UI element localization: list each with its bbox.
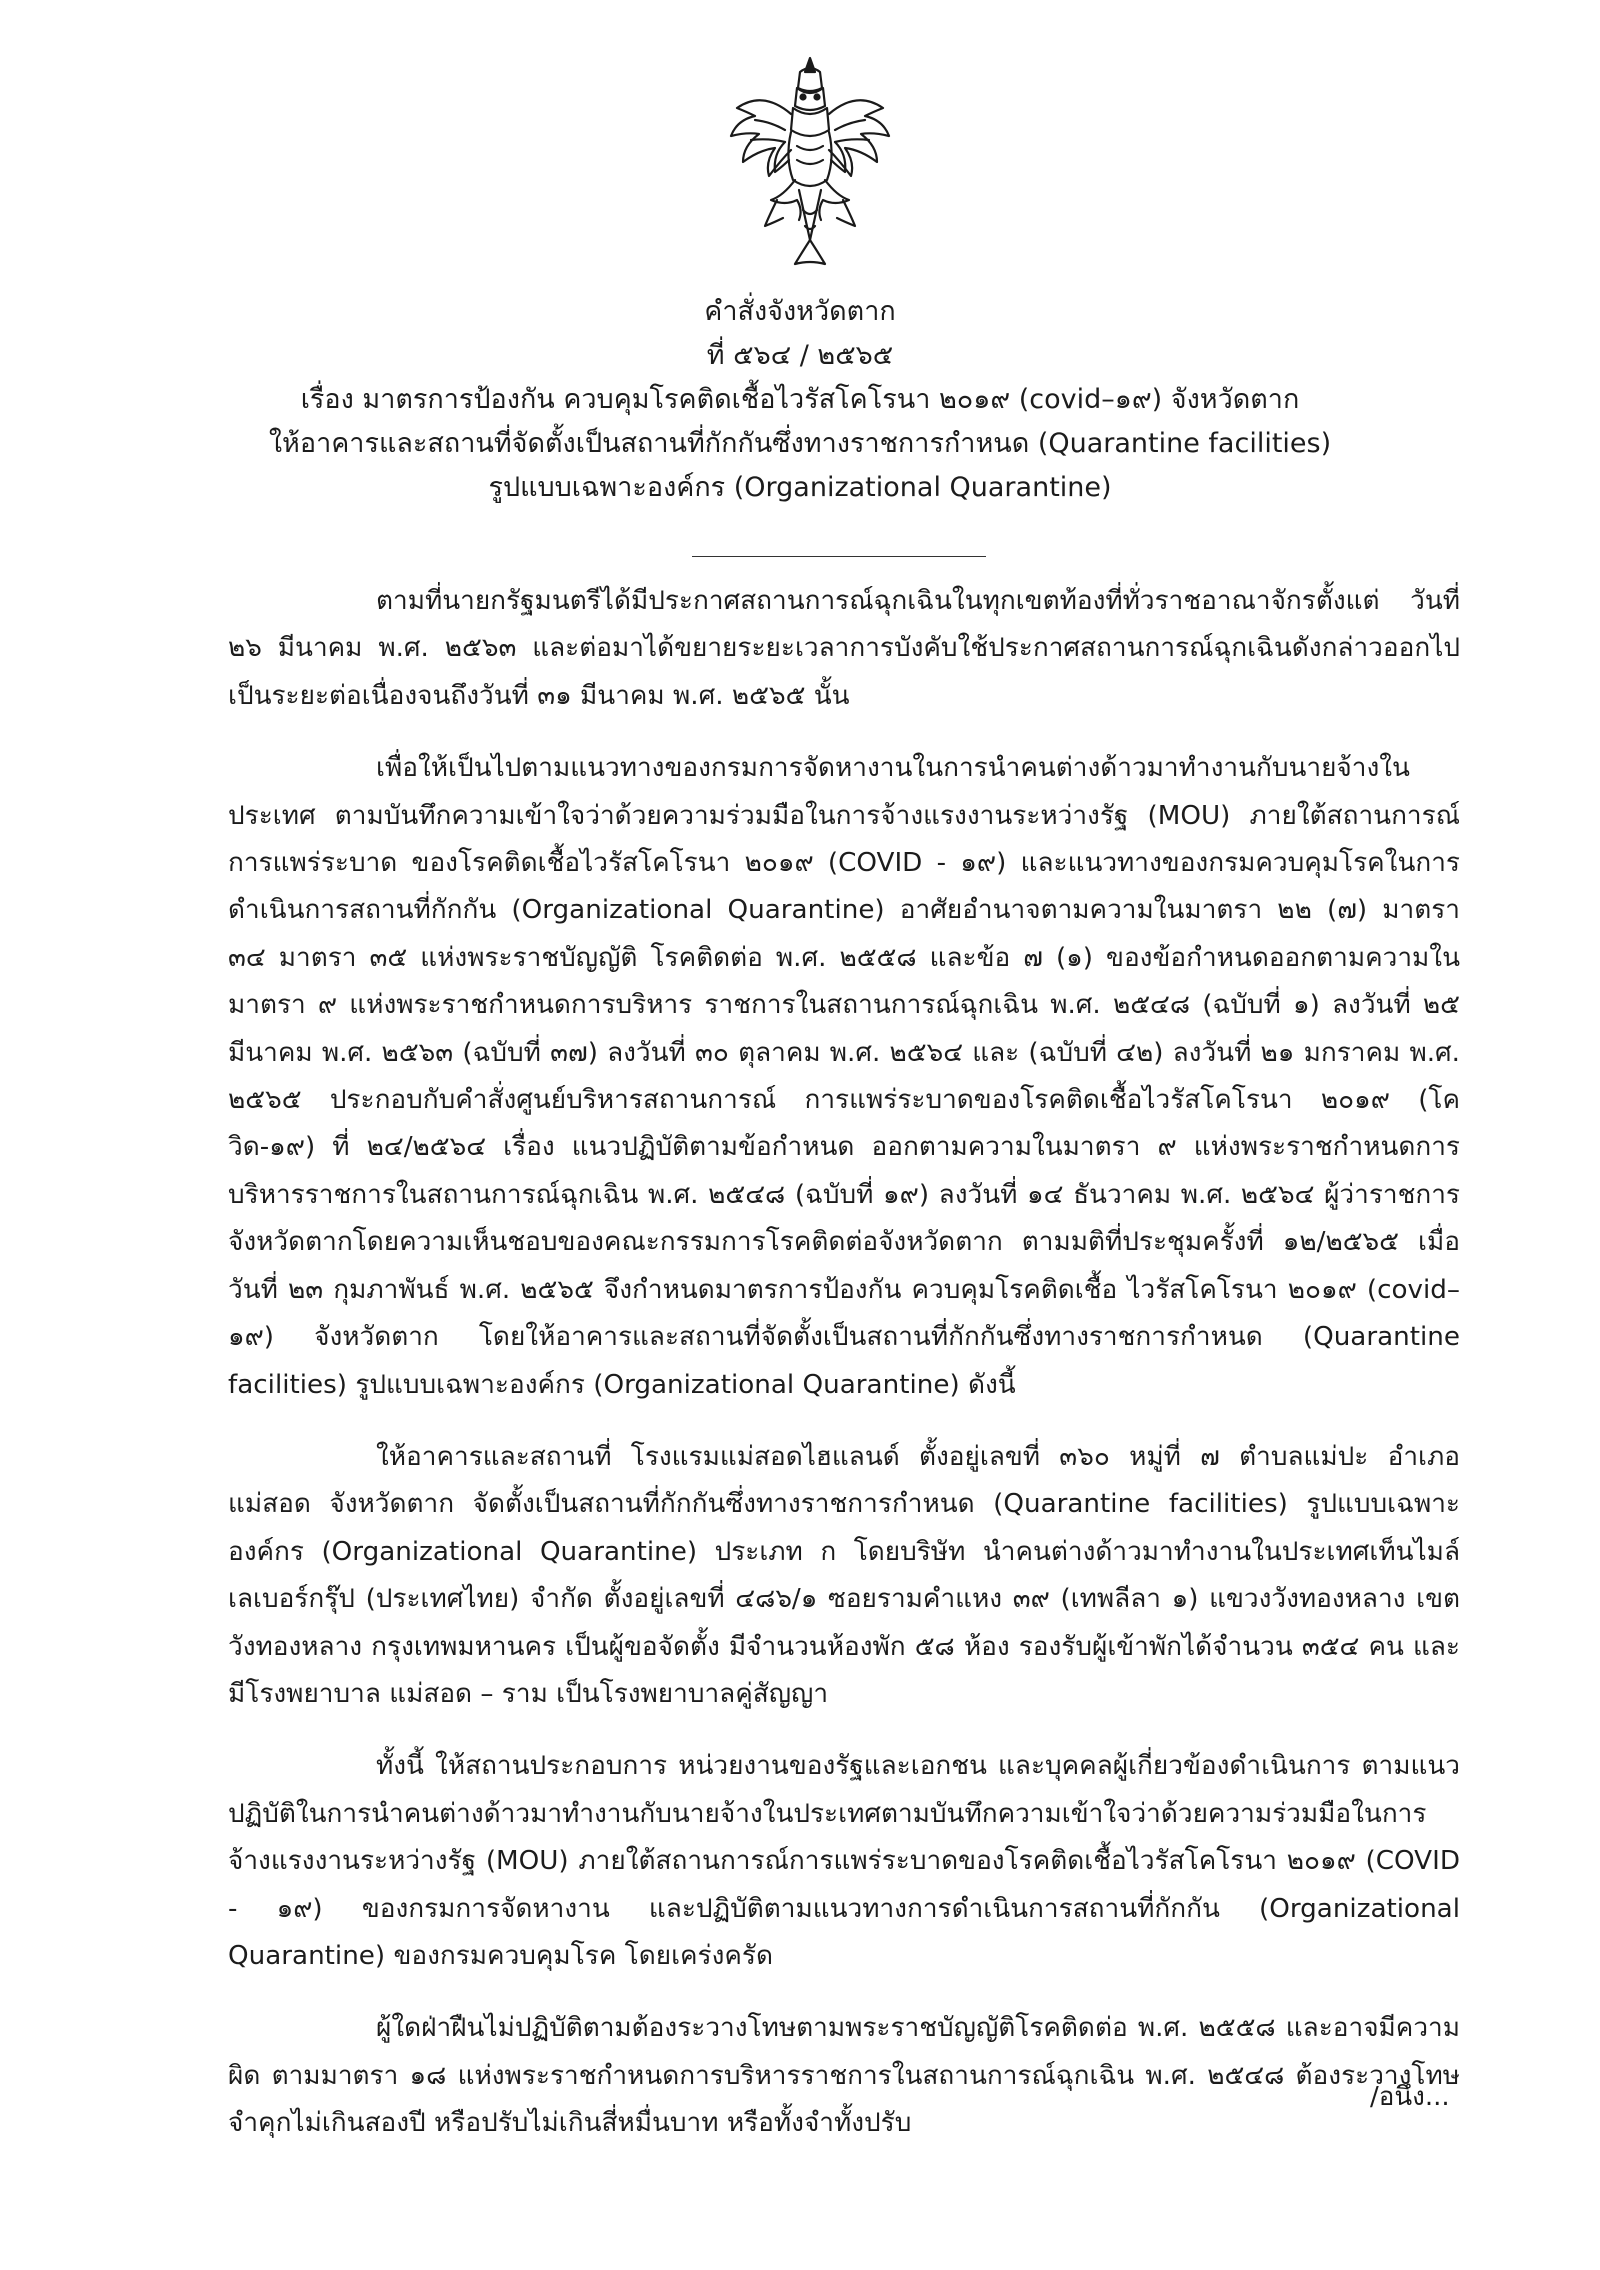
continuation-note: /อนึ่ง...: [1370, 2082, 1450, 2112]
subject-line-1: เรื่อง มาตรการป้องกัน ควบคุมโรคติดเชื้อไวรัสโคโรนา ๒๐๑๙ (covid–๑๙) จังหวัดตาก: [300, 384, 1300, 415]
order-number: ที่ ๕๖๔ / ๒๕๖๕: [706, 340, 894, 371]
paragraph-penalty: ผู้ใดฝ่าฝืนไม่ปฏิบัติตามต้องระวางโทษตามพระราชบัญญัติโรคติดต่อ พ.ศ. ๒๕๕๘ และอาจมีความผิด ตามมาตรา ๑๘ แห่งพระราชกำหนดการบริหารราชการในสถานการณ์ฉุกเฉิน พ.ศ. ๒๕๔๘ ต้องระวางโทษ จำคุกไม่เกินสองปี หรือปรับไม่เกินสี่หมื่นบาท หรือทั้งจำทั้งปรับ: [228, 2013, 1460, 2139]
order-header: [0, 290, 1600, 510]
subject-line-3: รูปแบบเฉพาะองค์กร (Organizational Quarantine): [488, 472, 1112, 503]
header-divider: [692, 556, 986, 557]
paragraph-legal-basis: เพื่อให้เป็นไปตามแนวทางของกรมการจัดหางานในการนำคนต่างด้าวมาทำงานกับนายจ้างในประเทศ ตามบันทึกความเข้าใจว่าด้วยความร่วมมือในการจ้างแรงงานระหว่างรัฐ (MOU) ภายใต้สถานการณ์การแพร่ระบาด ของโรคติดเชื้อไวรัสโคโรนา ๒๐๑๙ (COVID - ๑๙) และแนวทางของกรมควบคุมโรคในการดำเนินการสถานที่กักกัน (Organizational Quarantine) อาศัยอำนาจตามความในมาตรา ๒๒ (๗) มาตรา ๓๔ มาตรา ๓๕ แห่งพระราชบัญญัติ โรคติดต่อ พ.ศ. ๒๕๕๘ และข้อ ๗ (๑) ของข้อกำหนดออกตามความในมาตรา ๙ แห่งพระราชกำหนดการบริหาร ราชการในสถานการณ์ฉุกเฉิน พ.ศ. ๒๕๔๘ (ฉบับที่ ๑) ลงวันที่ ๒๕ มีนาคม พ.ศ. ๒๕๖๓ (ฉบับที่ ๓๗) ลงวันที่ ๓๐ ตุลาคม พ.ศ. ๒๕๖๔ และ (ฉบับที่ ๔๒) ลงวันที่ ๒๑ มกราคม พ.ศ. ๒๕๖๕ ประกอบกับคำสั่งศูนย์บริหารสถานการณ์ การแพร่ระบาดของโรคติดเชื้อไวรัสโคโรนา ๒๐๑๙ (โควิด-๑๙) ที่ ๒๔/๒๕๖๔ เรื่อง แนวปฏิบัติตามข้อกำหนด ออกตามความในมาตรา ๙ แห่งพระราชกำหนดการบริหารราชการในสถานการณ์ฉุกเฉิน พ.ศ. ๒๕๔๘ (ฉบับที่ ๑๙) ลงวันที่ ๑๔ ธันวาคม พ.ศ. ๒๕๖๔ ผู้ว่าราชการจังหวัดตากโดยความเห็นชอบของคณะกรรมการโรคติดต่อจังหวัดตาก ตามมติที่ประชุมครั้งที่ ๑๒/๒๕๖๕ เมื่อวันที่ ๒๓ กุมภาพันธ์ พ.ศ. ๒๕๖๕ จึงกำหนดมาตรการป้องกัน ควบคุมโรคติดเชื้อ ไวรัสโคโรนา ๒๐๑๙ (covid–๑๙) จังหวัดตาก โดยให้อาคารและสถานที่จัดตั้งเป็นสถานที่กักกันซึ่งทางราชการกำหนด (Quarantine facilities) รูปแบบเฉพาะองค์กร (Organizational Quarantine) ดังนี้: [228, 753, 1460, 1400]
subject-line-2: ให้อาคารและสถานที่จัดตั้งเป็นสถานที่กักกันซึ่งทางราชการกำหนด (Quarantine facilities): [268, 428, 1332, 459]
garuda-emblem-icon: [725, 50, 895, 275]
order-body: [228, 578, 1460, 2173]
paragraph-compliance: ทั้งนี้ ให้สถานประกอบการ หน่วยงานของรัฐและเอกชน และบุคคลผู้เกี่ยวข้องดำเนินการ ตามแนวปฏิบัติในการนำคนต่างด้าวมาทำงานกับนายจ้างในประเทศตามบันทึกความเข้าใจว่าด้วยความร่วมมือในการ จ้างแรงงานระหว่างรัฐ (MOU) ภายใต้สถานการณ์การแพร่ระบาดของโรคติดเชื้อไวรัสโคโรนา ๒๐๑๙ (COVID - ๑๙) ของกรมการจัดหางาน และปฏิบัติตามแนวทางการดำเนินการสถานที่กักกัน (Organizational Quarantine) ของกรมควบคุมโรค โดยเคร่งครัด: [228, 1751, 1460, 1971]
paragraph-facility: ให้อาคารและสถานที่ โรงแรมแม่สอดไฮแลนด์ ตั้งอยู่เลขที่ ๓๖๐ หมู่ที่ ๗ ตำบลแม่ปะ อำเภอแม่สอด จังหวัดตาก จัดตั้งเป็นสถานที่กักกันซึ่งทางราชการกำหนด (Quarantine facilities) รูปแบบเฉพาะองค์กร (Organizational Quarantine) ประเภท ก โดยบริษัท นำคนต่างด้าวมาทำงานในประเทศเท็นไมล์เลเบอร์กรุ๊ป (ประเทศไทย) จำกัด ตั้งอยู่เลขที่ ๔๘๖/๑ ซอยรามคำแหง ๓๙ (เทพลีลา ๑) แขวงวังทองหลาง เขตวังทองหลาง กรุงเทพมหานคร เป็นผู้ขอจัดตั้ง มีจำนวนห้องพัก ๕๘ ห้อง รองรับผู้เข้าพักได้จำนวน ๓๕๔ คน และมีโรงพยาบาล แม่สอด – ราม เป็นโรงพยาบาลคู่สัญญา: [228, 1441, 1460, 1709]
paragraph-preamble: ตามที่นายกรัฐมนตรีได้มีประกาศสถานการณ์ฉุกเฉินในทุกเขตท้องที่ทั่วราชอาณาจักรตั้งแต่ วันที่ ๒๖ มีนาคม พ.ศ. ๒๕๖๓ และต่อมาได้ขยายระยะเวลาการบังคับใช้ประกาศสถานการณ์ฉุกเฉินดังกล่าวออกไป เป็นระยะต่อเนื่องจนถึงวันที่ ๓๑ มีนาคม พ.ศ. ๒๕๖๕ นั้น: [228, 586, 1460, 711]
order-title: คำสั่งจังหวัดตาก: [704, 296, 896, 327]
